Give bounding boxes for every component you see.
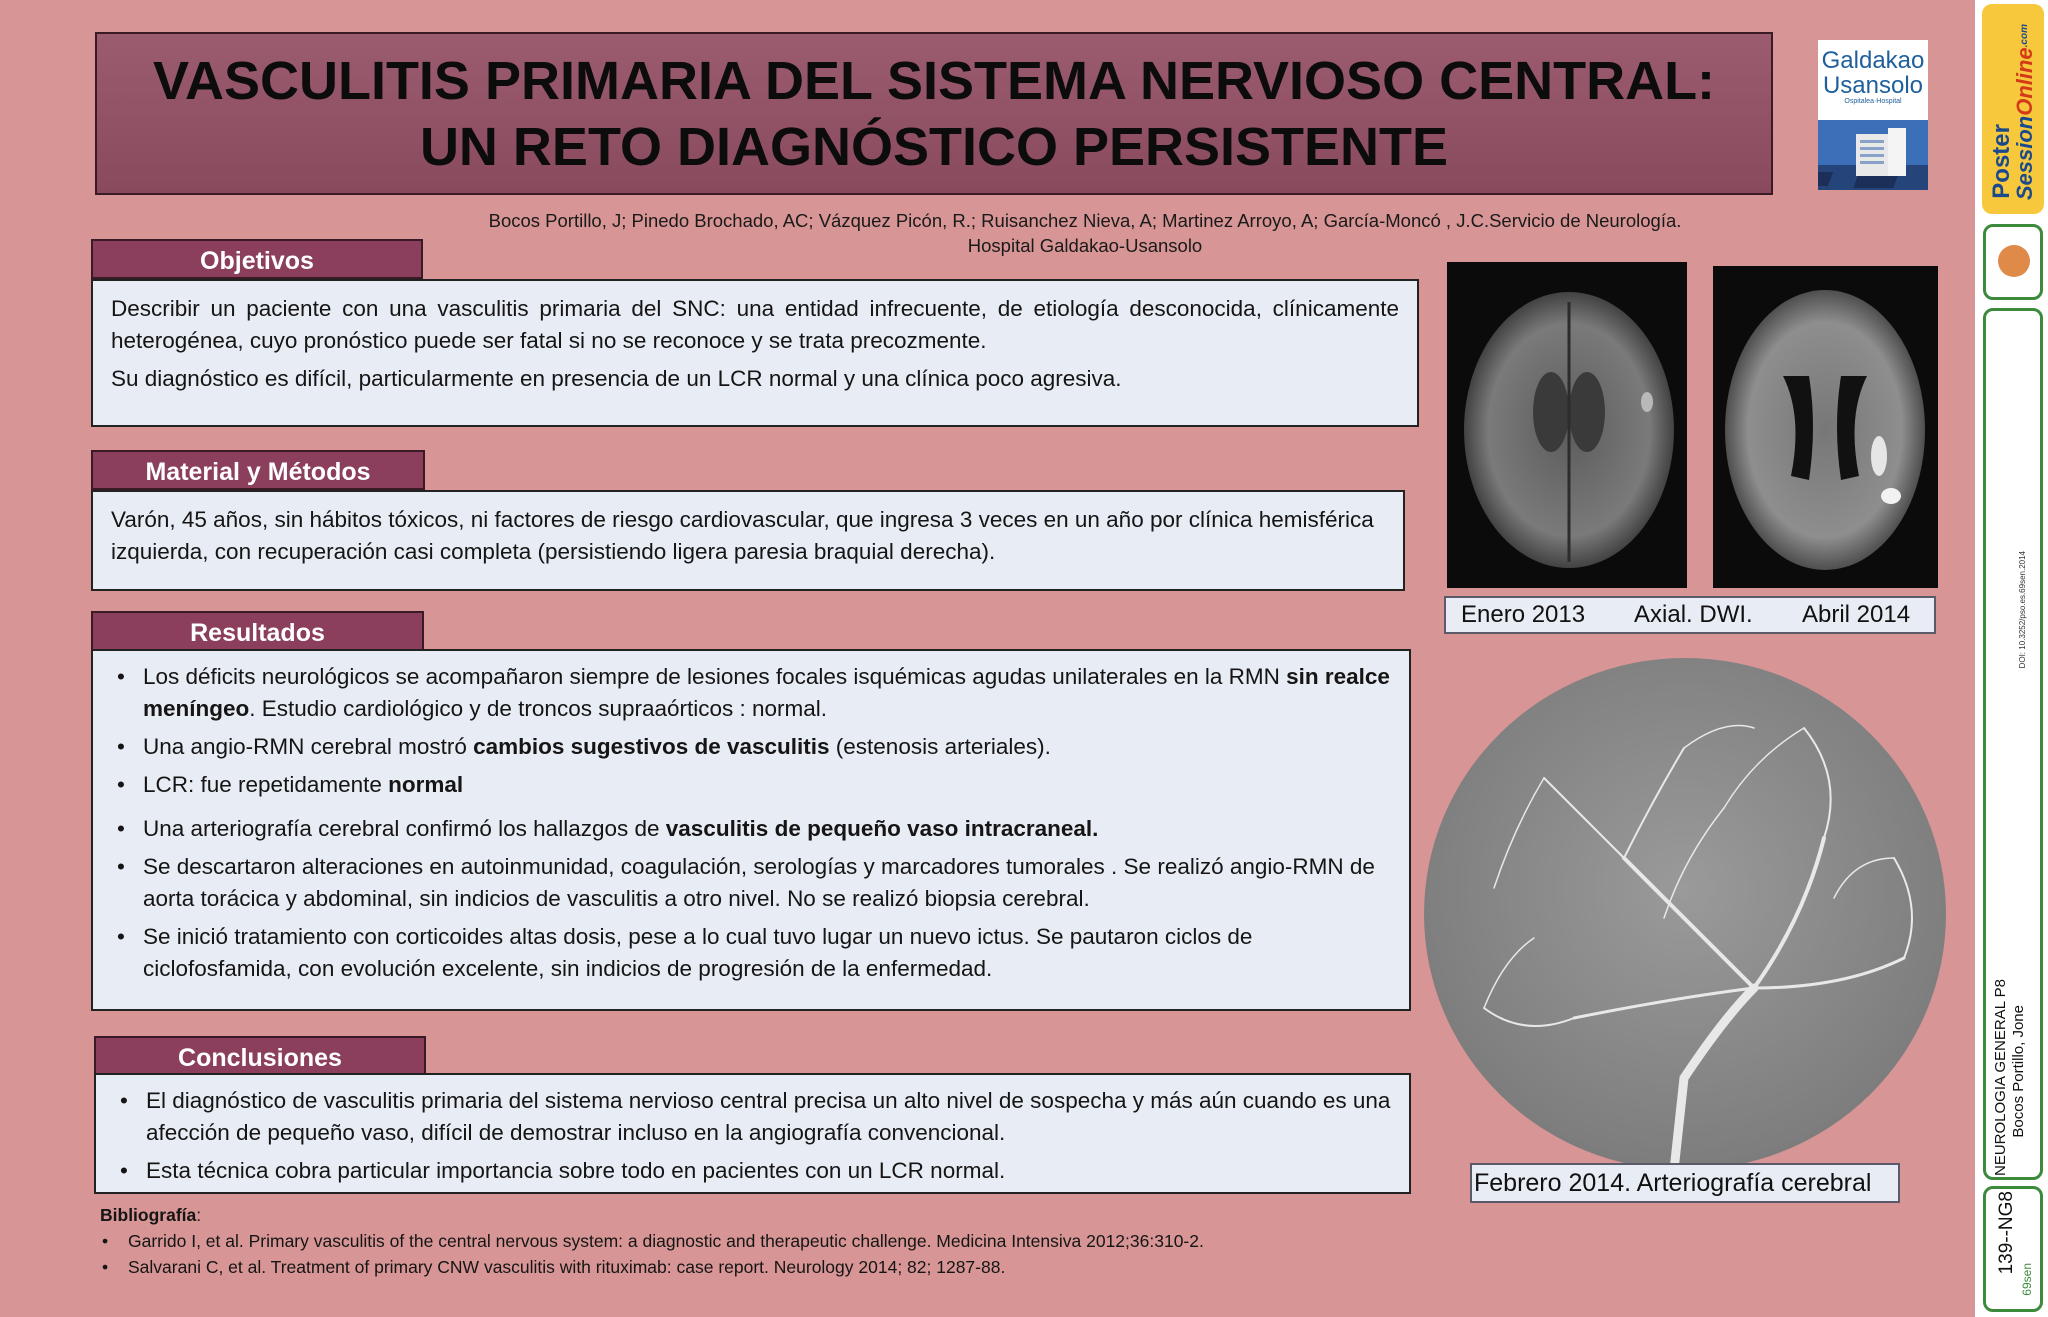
mri-caption-left: Enero 2013	[1461, 601, 1586, 628]
resultados-item-2-text-c: (estenosis arteriales).	[829, 734, 1051, 759]
sidebar-session: NEUROLOGIA GENERAL P8	[1992, 979, 2009, 1177]
bibliography-label-bold: Bibliografía	[100, 1205, 197, 1225]
brand-line-1: Poster	[1988, 124, 2015, 199]
resultados-panel	[91, 649, 1411, 1011]
bibliography-item-2: • Salvarani C, et al. Treatment of primary CNW vasculitis with rituximab: case report. Neurology 2014; 82; 1287-88.	[100, 1254, 1380, 1280]
title-line-2: UN RETO DIAGNÓSTICO PERSISTENTE	[419, 116, 1449, 177]
authors-line-2: Hospital Galdakao-Usansolo	[967, 235, 1203, 256]
resultados-item-2	[111, 731, 1391, 763]
brand-online: Online	[2012, 47, 2037, 116]
resultados-item-6: • Se inició tratamiento con corticoides altas dosis, pese a lo cual tuvo lugar un nuevo ictus. Se pautaron ciclos de ciclofosfamida, con evolución excelente, sin indicios de progresión de la enfermedad.	[111, 921, 1391, 985]
sidebar-doi: DOI: 10.3252/pso.es.69sen.2014	[2018, 551, 2027, 669]
authors-line-1: Bocos Portillo, J; Pinedo Brochado, AC; Vázquez Picón, R.; Ruisanchez Nieva, A; Martinez Arroyo, A; García-Moncó , J.C.Servicio de Neurología.	[488, 210, 1682, 231]
logo-text-1: Galdakao	[1821, 47, 1925, 74]
brand-suffix: .com	[2019, 24, 2030, 48]
resultados-item-1-text-c: . Estudio cardiológico y de troncos supraaórticos : normal.	[249, 696, 828, 721]
sidebar-footer: 69sen	[2020, 1263, 2034, 1296]
resultados-item-4-bold: vasculitis de pequeño vaso intracraneal.	[665, 816, 1099, 841]
mri-caption-right: Abril 2014	[1802, 601, 1911, 628]
hospital-building-icon	[1818, 120, 1928, 190]
bibliography	[100, 1202, 1380, 1280]
bibliography-label	[100, 1202, 1380, 1228]
resultados-item-5: • Se descartaron alteraciones en autoinmunidad, coagulación, serologías y marcadores tumorales . Se realizó angio-RMN de aorta torácica y abdominal, sin indicios de vasculitis a otro nivel. No se realizó biopsia cerebral.	[111, 851, 1391, 915]
material-text: Varón, 45 años, sin hábitos tóxicos, ni factores de riesgo cardiovascular, que ingresa 3 veces en un año por clínica hemisférica izquierda, con recuperación casi completa (persistiendo ligera paresia braquial derecha).	[111, 507, 1374, 564]
mri-image-abril-2014	[1713, 266, 1938, 588]
objetivos-text-1: Describir un paciente con una vasculitis primaria del SNC: una entidad infrecuente, de etiología desconocida, clínicamente heterogénea, cuyo pronóstico puede ser fatal si no se reconoce y se trata precozmente.	[111, 296, 1399, 353]
resultados-item-4	[111, 813, 1391, 845]
authors	[400, 208, 1770, 258]
hospital-logo	[1818, 40, 1928, 190]
resultados-item-1-text-a: Los déficits neurológicos se acompañaron siempre de lesiones focales isquémicas agudas unilaterales en la RMN	[143, 664, 1287, 689]
society-emblem-icon	[1998, 245, 2030, 277]
logo-text-2: Usansolo	[1822, 72, 1924, 99]
sidebar-code: 139--NG8	[1996, 1191, 2017, 1275]
cerebral-arteries-icon	[1424, 658, 1946, 1170]
mri-caption-mid: Axial. DWI.	[1634, 601, 1753, 628]
conclusiones-item-2: • Esta técnica cobra particular importancia sobre todo en pacientes con un LCR normal.	[114, 1155, 1391, 1187]
brain-mri-icon	[1447, 262, 1687, 588]
bibliography-item-1: • Garrido I, et al. Primary vasculitis of the central nervous system: a diagnostic and therapeutic challenge. Medicina Intensiva 2012;36:310-2.	[100, 1228, 1380, 1254]
material-heading: Material y Métodos	[91, 450, 425, 490]
resultados-item-2-bold: cambios sugestivos de vasculitis	[473, 734, 830, 759]
resultados-heading: Resultados	[91, 611, 424, 651]
resultados-item-3-text-a: LCR: fue repetidamente	[143, 772, 389, 797]
objetivos-panel	[91, 279, 1419, 427]
resultados-item-4-text-a: Una arteriografía cerebral confirmó los hallazgos de	[143, 816, 666, 841]
material-panel	[91, 490, 1405, 591]
angiography-image	[1424, 658, 1946, 1170]
bibliography-label-colon: :	[196, 1205, 202, 1225]
poster-title	[95, 32, 1773, 195]
sidebar-code-box	[1983, 1186, 2043, 1312]
objetivos-heading: Objetivos	[91, 239, 423, 279]
poster-session-logo	[1982, 4, 2044, 214]
conclusiones-heading: Conclusiones	[94, 1036, 426, 1076]
resultados-item-3-bold: normal	[388, 772, 464, 797]
resultados-item-3	[111, 769, 1391, 801]
brand-session: Session	[2012, 115, 2037, 201]
mri-image-enero-2013	[1447, 262, 1687, 588]
sidebar-author: Bocos Portillo, Jone	[2010, 1005, 2027, 1138]
brain-mri-icon	[1713, 266, 1938, 588]
mri-caption	[1444, 596, 1936, 634]
title-line-1: VASCULITIS PRIMARIA DEL SISTEMA NERVIOSO CENTRAL:	[152, 50, 1716, 111]
resultados-item-2-text-a: Una angio-RMN cerebral mostró	[143, 734, 474, 759]
conclusiones-item-1: • El diagnóstico de vasculitis primaria del sistema nervioso central precisa un alto nivel de sospecha y más aún cuando es una afección de pequeño vaso, difícil de demostrar incluso en la angiografía convencional.	[114, 1085, 1391, 1149]
sidebar-info-box	[1983, 308, 2043, 1180]
objetivos-text-2: Su diagnóstico es difícil, particularmente en presencia de un LCR normal y una clínica poco agresiva.	[111, 366, 1122, 391]
resultados-item-1	[111, 661, 1391, 725]
conclusiones-panel	[94, 1073, 1411, 1194]
angio-caption: Febrero 2014. Arteriografía cerebral	[1470, 1163, 1900, 1203]
society-logo	[1983, 224, 2043, 300]
resultados-item-1-bold: sin realce meníngeo	[143, 664, 1390, 721]
logo-subtext: Ospitalea·Hospital	[1844, 98, 1902, 105]
brand-line-2	[2012, 24, 2038, 200]
poster-session-sidebar	[1975, 0, 2048, 1317]
